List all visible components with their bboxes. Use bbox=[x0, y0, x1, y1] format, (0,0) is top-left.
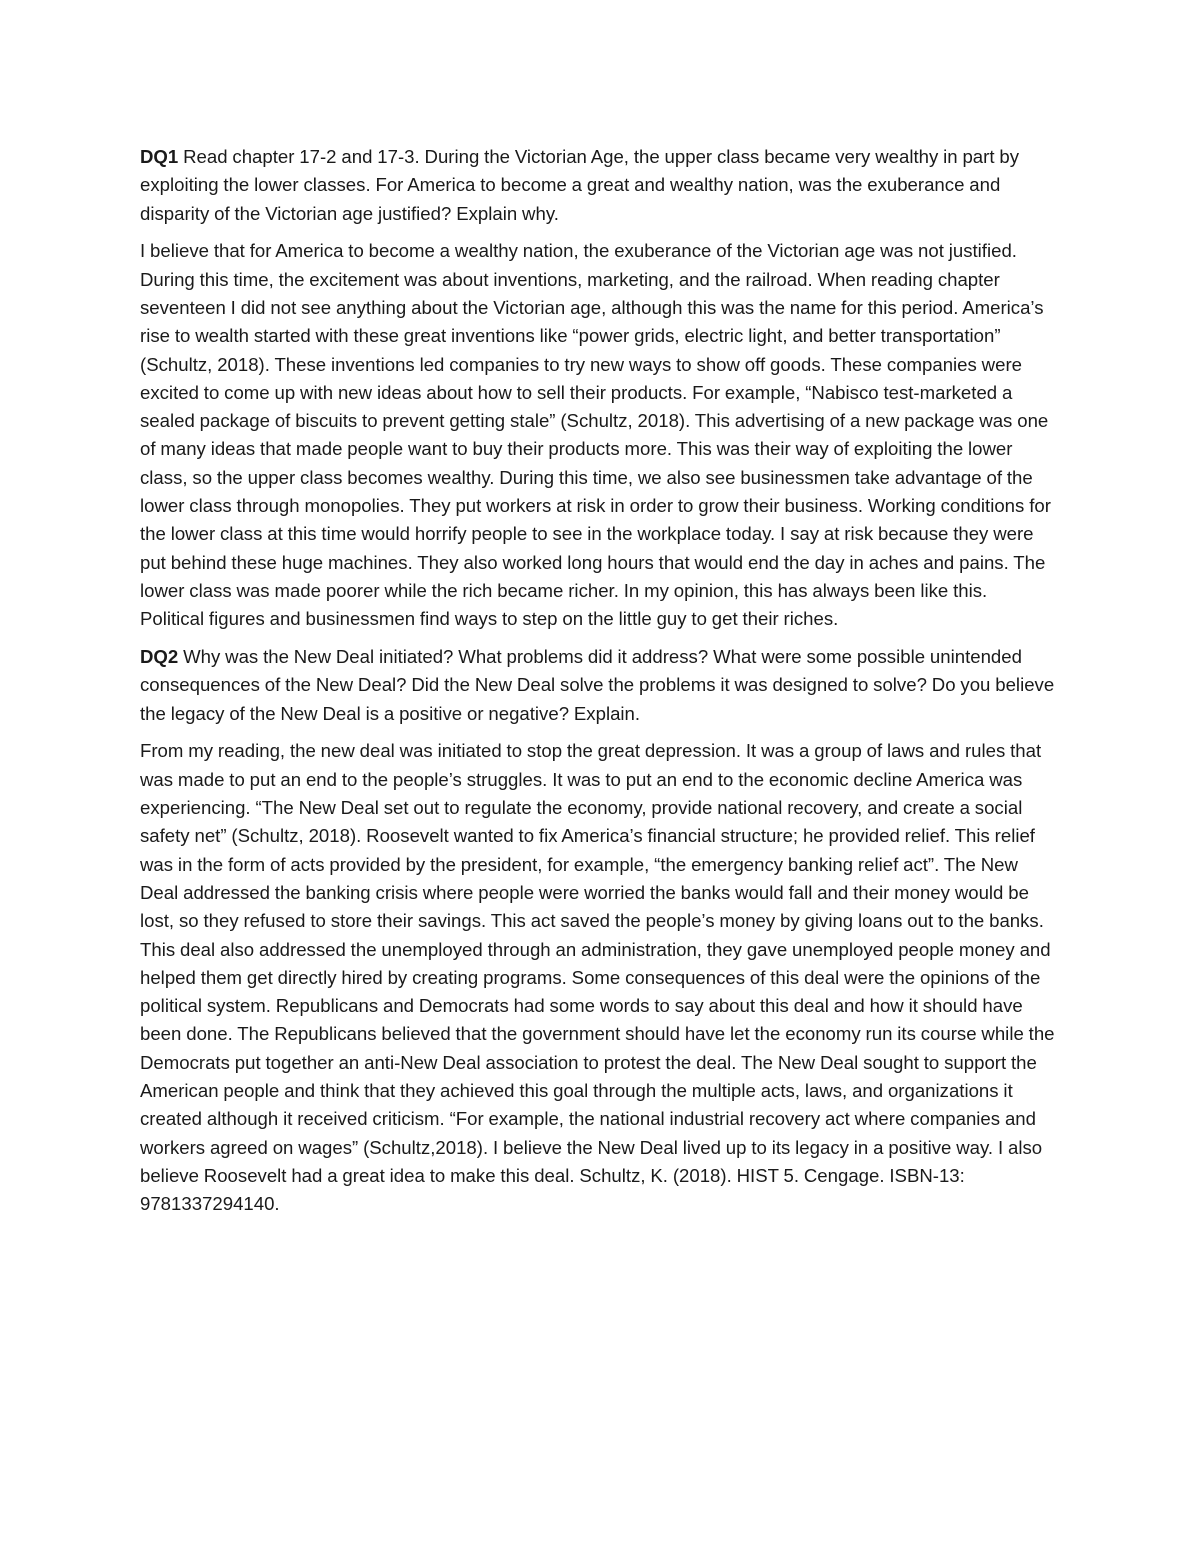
dq2-label: DQ2 bbox=[140, 646, 179, 668]
dq1-question-text: Read chapter 17-2 and 17-3. During the Victorian Age, the upper class became very wealthy in part by exploiting the lower classes. For America to become a great and wealthy nation, was the exuberance and disparity of the Victorian age justified? Explain why. bbox=[140, 146, 1019, 224]
dq1-question bbox=[140, 143, 1055, 228]
document-page bbox=[140, 143, 1055, 1228]
dq2-question-text: Why was the New Deal initiated? What problems did it address? What were some possible unintended consequences of the New Deal? Did the New Deal solve the problems it was designed to solve? Do you believe the legacy of the New Deal is a positive or negative? Explain. bbox=[140, 646, 1055, 724]
dq1-answer: I believe that for America to become a wealthy nation, the exuberance of the Victorian age was not justified. During this time, the excitement was about inventions, marketing, and the railroad. When reading chapter seventeen I did not see anything about the Victorian age, although this was the name for this period. America’s rise to wealth started with these great inventions like “power grids, electric light, and better transportation” (Schultz, 2018). These inventions led companies to try new ways to show off goods. These companies were excited to come up with new ideas about how to sell their products. For example, “Nabisco test-marketed a sealed package of biscuits to prevent getting stale” (Schultz, 2018). This advertising of a new package was one of many ideas that made people want to buy their products more. This was their way of exploiting the lower class, so the upper class becomes wealthy. During this time, we also see businessmen take advantage of the lower class through monopolies. They put workers at risk in order to grow their business. Working conditions for the lower class at this time would horrify people to see in the workplace today. I say at risk because they were put behind these huge machines. They also worked long hours that would end the day in aches and pains. The lower class was made poorer while the rich became richer. In my opinion, this has always been like this. Political figures and businessmen find ways to step on the little guy to get their riches. bbox=[140, 240, 1051, 630]
dq2-answer: From my reading, the new deal was initiated to stop the great depression. It was a group of laws and rules that was made to put an end to the people’s struggles. It was to put an end to the economic decline America was experiencing. “The New Deal set out to regulate the economy, provide national recovery, and create a social safety net” (Schultz, 2018). Roosevelt wanted to fix America’s financial structure; he provided relief. This relief was in the form of acts provided by the president, for example, “the emergency banking relief act”. The New Deal addressed the banking crisis where people were worried the banks would fall and their money would be lost, so they refused to store their savings. This act saved the people’s money by giving loans out to the banks. This deal also addressed the unemployed through an administration, they gave unemployed people money and helped them get directly hired by creating programs. Some consequences of this deal were the opinions of the political system. Republicans and Democrats had some words to say about this deal and how it should have been done. The Republicans believed that the government should have let the economy run its course while the Democrats put together an anti-New Deal association to protest the deal. The New Deal sought to support the American people and think that they achieved this goal through the multiple acts, laws, and organizations it created although it received criticism. “For example, the national industrial recovery act where companies and workers agreed on wages” (Schultz,2018). I believe the New Deal lived up to its legacy in a positive way. I also believe Roosevelt had a great idea to make this deal. Schultz, K. (2018). HIST 5. Cengage. ISBN-13: 9781337294140. bbox=[140, 740, 1055, 1215]
dq1-label: DQ1 bbox=[140, 146, 179, 167]
dq2-question bbox=[140, 643, 1055, 728]
